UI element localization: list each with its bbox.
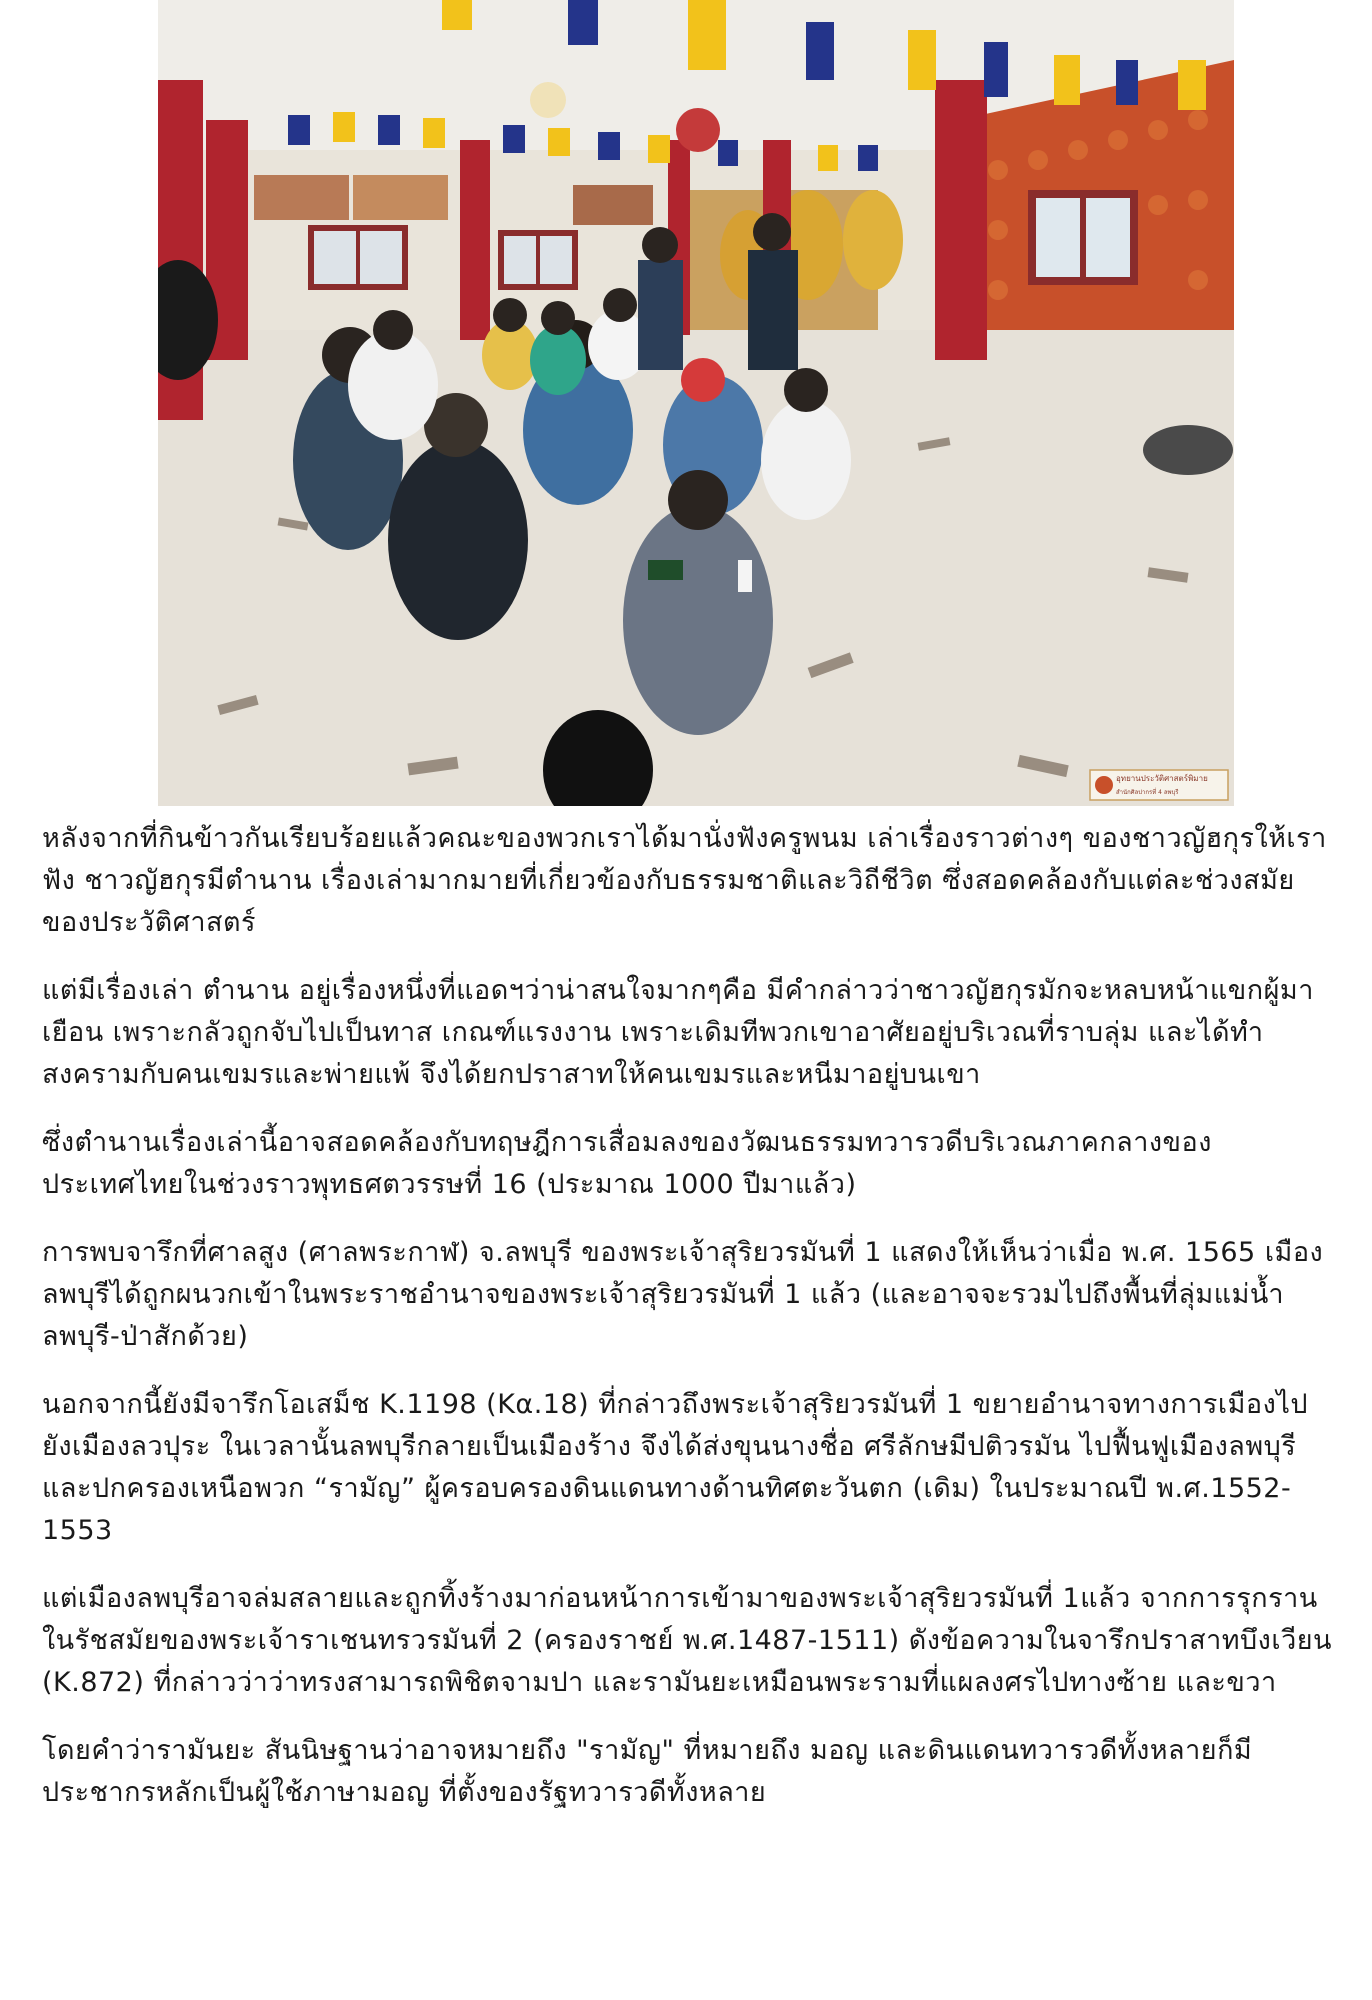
logo-text-line1: อุทยานประวัติศาสตร์พิมาย (1116, 774, 1208, 783)
paragraph-5: นอกจากนี้ยังมีจารึกโอเสม็ช K.1198 (Kα.18) ที่กล่าวถึงพระเจ้าสุริยวรมันที่ 1 ขยายอำนาจทางการเมืองไปยังเมืองลวปุระ ในเวลานั้นลพบุรีกลายเป็นเมืองร้าง จึงได้ส่งขุนนางชื่อ ศรีลักษมีปติวรมัน ไปฟื้นฟูเมืองลพบุรีและปกครองเหนือพวก “รามัญ” ผู้ครอบครองดินแดนทางด้านทิศตะวันตก (เดิม) ในประมาณปี พ.ศ.1552-1553 (42, 1389, 1309, 1546)
paragraph-3: ซึ่งตำนานเรื่องเล่านี้อาจสอดคล้องกับทฤษฎีการเสื่อมลงของวัฒนธรรมทวารวดีบริเวณภาคกลางของประเทศไทยในช่วงราวพุทธศตวรรษที่ 16 (ประมาณ 1000 ปีมาแล้ว) (42, 1127, 1212, 1200)
temple-hall-illustration (158, 0, 1234, 806)
logo-text-line2: สำนักศิลปากรที่ 4 ลพบุรี (1116, 789, 1179, 796)
article-body (42, 818, 1334, 1840)
paragraph-7: โดยคำว่ารามันยะ สันนิษฐานว่าอาจหมายถึง "รามัญ" ที่หมายถึง มอญ และดินแดนทวารวดีทั้งหลายก็มีประชากรหลักเป็นผู้ใช้ภาษามอญ ที่ตั้งของรัฐทวารวดีทั้งหลาย (42, 1735, 1253, 1808)
paragraph-4: การพบจารึกที่ศาลสูง (ศาลพระกาฬ) จ.ลพบุรี ของพระเจ้าสุริยวรมันที่ 1 แสดงให้เห็นว่าเมื่อ พ.ศ. 1565 เมืองลพบุรีได้ถูกผนวกเข้าในพระราชอำนาจของพระเจ้าสุริยวรมันที่ 1 แล้ว (และอาจจะรวมไปถึงพื้นที่ลุ่มแม่น้ำลพบุรี-ป่าสักด้วย) (42, 1237, 1324, 1352)
logo-emblem-icon (1095, 776, 1113, 794)
paragraph-2: แต่มีเรื่องเล่า ตำนาน อยู่เรื่องหนึ่งที่แอดฯว่าน่าสนใจมากๆคือ มีคำกล่าวว่าชาวญัฮกุรมักจะหลบหน้าแขกผู้มาเยือน เพราะกลัวถูกจับไปเป็นทาส เกณฑ์แรงงาน เพราะเดิมทีพวกเขาอาศัยอยู่บริเวณที่ราบลุ่ม และได้ทำสงครามกับคนเขมรและพ่ายแพ้ จึงได้ยกปราสาทให้คนเขมรและหนีมาอยู่บนเขา (42, 975, 1314, 1090)
paragraph-1: หลังจากที่กินข้าวกันเรียบร้อยแล้วคณะของพวกเราได้มานั่งฟังครูพนม เล่าเรื่องราวต่างๆ ของชาวญัฮกุรให้เราฟัง ชาวญัฮกุรมีตำนาน เรื่องเล่ามากมายที่เกี่ยวข้องกับธรรมชาติและวิถีชีวิต ซึ่งสอดคล้องกับแต่ละช่วงสมัยของประวัติศาสตร์ (42, 823, 1327, 938)
paragraph-6: แต่เมืองลพบุรีอาจล่มสลายและถูกทิ้งร้างมาก่อนหน้าการเข้ามาของพระเจ้าสุริยวรมันที่ 1แล้ว จากการรุกรานในรัชสมัยของพระเจ้าราเชนทรวรมันที่ 2 (ครองราชย์ พ.ศ.1487-1511) ดังข้อความในจารึกปราสาทบึงเวียน (K.872) ที่กล่าวว่าว่าทรงสามารถพิชิตจามปา และรามันยะเหมือนพระรามที่แผลงศรไปทางซ้าย และขวา (42, 1583, 1333, 1698)
temple-hall-photo (158, 0, 1234, 806)
